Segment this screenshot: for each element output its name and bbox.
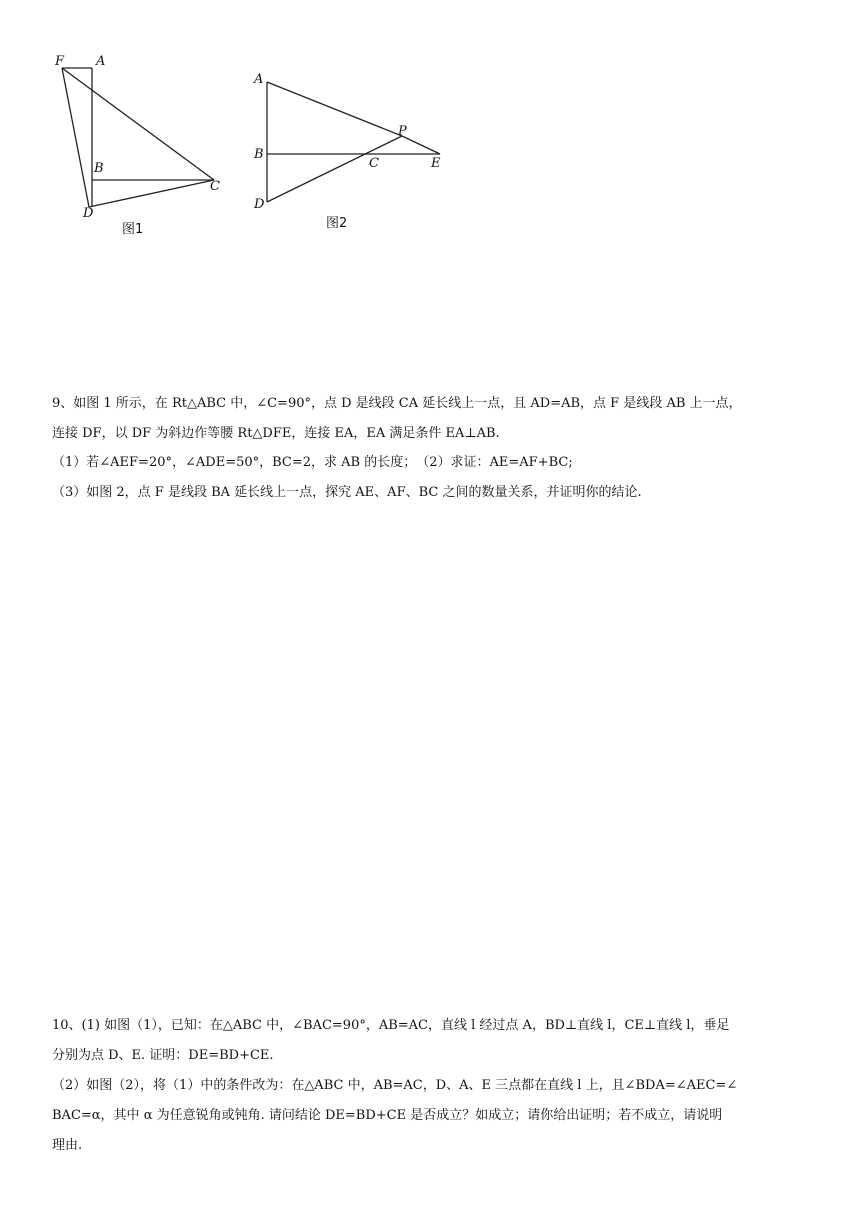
fig1-label-B: B xyxy=(94,161,104,176)
figure-1 xyxy=(52,52,232,222)
problem-10-line-1: 10、(1) 如图（1），已知：在△ABC 中，∠BAC=90°，AB=AC，直线 l 经过点 A，BD⊥直线 l，CE⊥直线 l，垂足 xyxy=(52,1018,730,1033)
problem-9-line-2: 连接 DF，以 DF 为斜边作等腰 Rt△DFE，连接 EA，EA 满足条件 EA⊥AB. xyxy=(52,426,500,441)
fig1-label-D: D xyxy=(83,206,94,221)
problem-10-line-5: 理由. xyxy=(52,1138,83,1153)
problem-9-line-4: （3）如图 2，点 F 是线段 BA 延长线上一点，探究 AE、AF、BC 之间的数量关系，并证明你的结论. xyxy=(52,485,642,500)
fig2-label-A: A xyxy=(254,72,264,87)
fig1-label-A: A xyxy=(96,54,106,69)
problem-9-line-3: （1）若∠AEF=20°，∠ADE=50°，BC=2，求 AB 的长度； （2）求证：AE=AF+BC; xyxy=(52,455,573,470)
problem-10-line-2: 分别为点 D、E. 证明：DE=BD+CE. xyxy=(52,1048,274,1063)
fig2-label-C: C xyxy=(369,156,379,171)
fig2-label-E: E xyxy=(431,156,441,171)
figure-2 xyxy=(250,70,450,210)
problem-10-line-3: （2）如图（2），将（1）中的条件改为：在△ABC 中，AB=AC，D、A、E 三点都在直线 l 上，且∠BDA=∠AEC=∠ xyxy=(52,1078,738,1093)
fig2-label-P: P xyxy=(398,124,407,139)
figure-2-drawing xyxy=(250,70,450,210)
figure-2-caption: 图2 xyxy=(326,216,348,231)
fig1-label-F: F xyxy=(55,54,65,69)
fig2-label-B: B xyxy=(254,147,264,162)
fig1-label-C: C xyxy=(210,179,220,194)
problem-9-line-1: 9、如图 1 所示，在 Rt△ABC 中，∠C=90°，点 D 是线段 CA 延长线上一点，且 AD=AB，点 F 是线段 AB 上一点， xyxy=(52,396,742,411)
problem-10-line-4: BAC=α，其中 α 为任意锐角或钝角. 请问结论 DE=BD+CE 是否成立？如成立；请你给出证明；若不成立，请说明 xyxy=(52,1108,723,1123)
figure-1-caption: 图1 xyxy=(122,222,144,237)
fig2-label-D: D xyxy=(254,197,265,212)
figure-1-drawing xyxy=(52,52,232,222)
